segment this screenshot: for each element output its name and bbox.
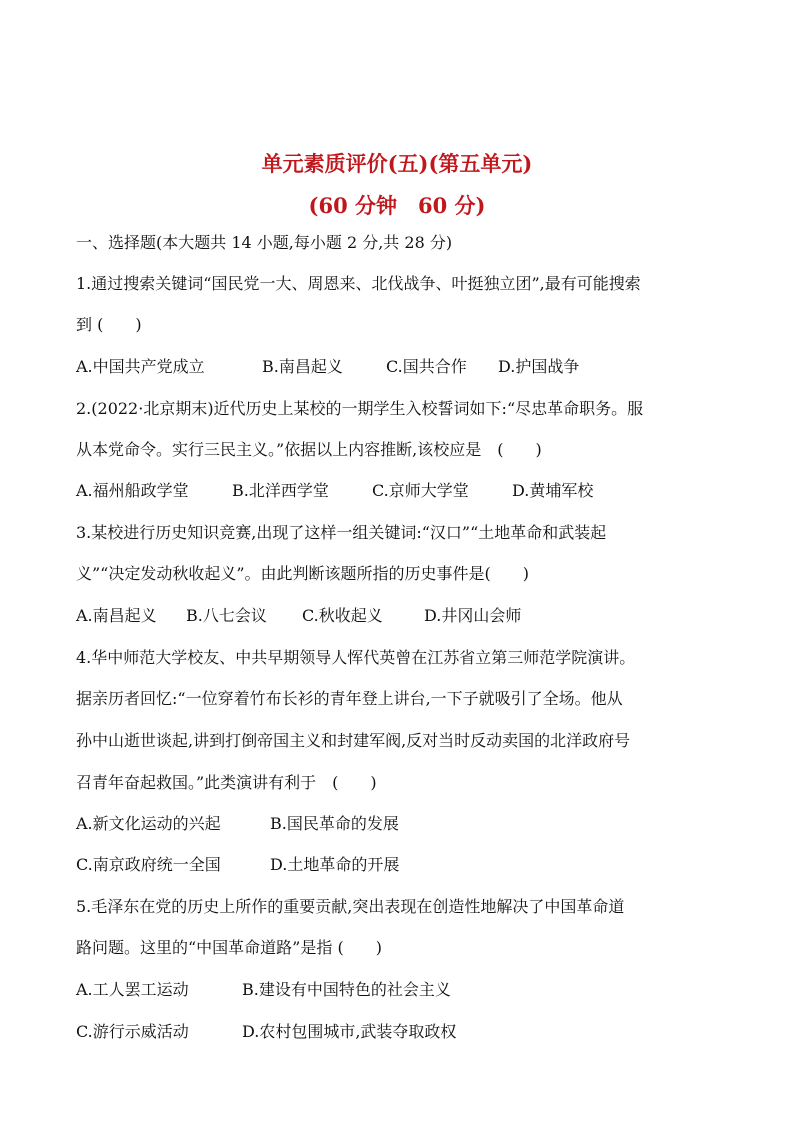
question-3-option-d[interactable]: D.井冈山会师 [424,606,522,625]
exam-subtitle: (60 分钟 60 分) [308,193,486,218]
question-5-stem-line-1: 5.毛泽东在党的历史上所作的重要贡献,突出表现在创造性地解决了中国革命道 [76,897,625,916]
question-5-option-d[interactable]: D.农村包围城市,武装夺取政权 [242,1022,457,1041]
question-5-option-b[interactable]: B.建设有中国特色的社会主义 [242,980,451,999]
question-5-option-a[interactable]: A.工人罢工运动 [76,980,189,999]
question-5-options-row-1 [76,979,451,1001]
question-1-stem-line-1: 1.通过搜索关键词“国民党一大、周恩来、北伐战争、叶挺独立团”,最有可能搜索 [76,274,641,293]
question-1-options [76,356,579,378]
question-4-stem-line-1: 4.华中师范大学校友、中共早期领导人恽代英曾在江苏省立第三师范学院演讲。 [76,648,636,667]
question-2-stem-line-1: 2.(2022·北京期末)近代历史上某校的一期学生入校誓词如下:“尽忠革命职务。服 [76,399,644,418]
question-2-options [76,480,593,502]
question-1-option-a[interactable]: A.中国共产党成立 [76,357,205,376]
question-2-option-d[interactable]: D.黄埔军校 [512,481,594,500]
question-2-stem-line-2: 从本党命令。实行三民主义。”依据以上内容推断,该校应是 ( ) [76,440,542,459]
question-5-option-c[interactable]: C.游行示威活动 [76,1022,189,1041]
question-4-option-b[interactable]: B.国民革命的发展 [270,814,399,833]
question-2-option-a[interactable]: A.福州船政学堂 [76,481,189,500]
question-3-option-b[interactable]: B.八七会议 [186,606,267,625]
exam-title: 单元素质评价(五)(第五单元) [261,151,533,176]
question-3-options [76,605,521,627]
question-4-option-c[interactable]: C.南京政府统一全国 [76,855,221,874]
question-4-stem-line-4: 召青年奋起救国。”此类演讲有利于 ( ) [76,773,377,792]
question-1-option-c[interactable]: C.国共合作 [386,357,467,376]
question-1-stem-line-2: 到 ( ) [76,315,142,334]
question-2-option-c[interactable]: C.京师大学堂 [372,481,469,500]
question-3-option-a[interactable]: A.南昌起义 [76,606,157,625]
question-3-stem-line-2: 义”“决定发动秋收起义”。由此判断该题所指的历史事件是( ) [76,564,530,583]
question-3-stem-line-1: 3.某校进行历史知识竞赛,出现了这样一组关键词:“汉口”“土地革命和武装起 [76,523,607,542]
question-4-options-row-2 [76,854,399,876]
section-heading: 一、选择题(本大题共 14 小题,每小题 2 分,共 28 分) [76,233,453,252]
question-5-options-row-2 [76,1021,456,1043]
question-4-stem-line-3: 孙中山逝世谈起,讲到打倒帝国主义和封建军阀,反对当时反动卖国的北洋政府号 [76,731,631,750]
question-4-option-d[interactable]: D.土地革命的开展 [270,855,400,874]
question-5-stem-line-2: 路问题。这里的“中国革命道路”是指 ( ) [76,938,382,957]
question-3-option-c[interactable]: C.秋收起义 [302,606,383,625]
question-4-stem-line-2: 据亲历者回忆:“一位穿着竹布长衫的青年登上讲台,一下子就吸引了全场。他从 [76,689,623,708]
question-4-option-a[interactable]: A.新文化运动的兴起 [76,814,221,833]
question-1-option-d[interactable]: D.护国战争 [498,357,580,376]
question-2-option-b[interactable]: B.北洋西学堂 [232,481,329,500]
question-4-options-row-1 [76,813,399,835]
question-1-option-b[interactable]: B.南昌起义 [262,357,343,376]
